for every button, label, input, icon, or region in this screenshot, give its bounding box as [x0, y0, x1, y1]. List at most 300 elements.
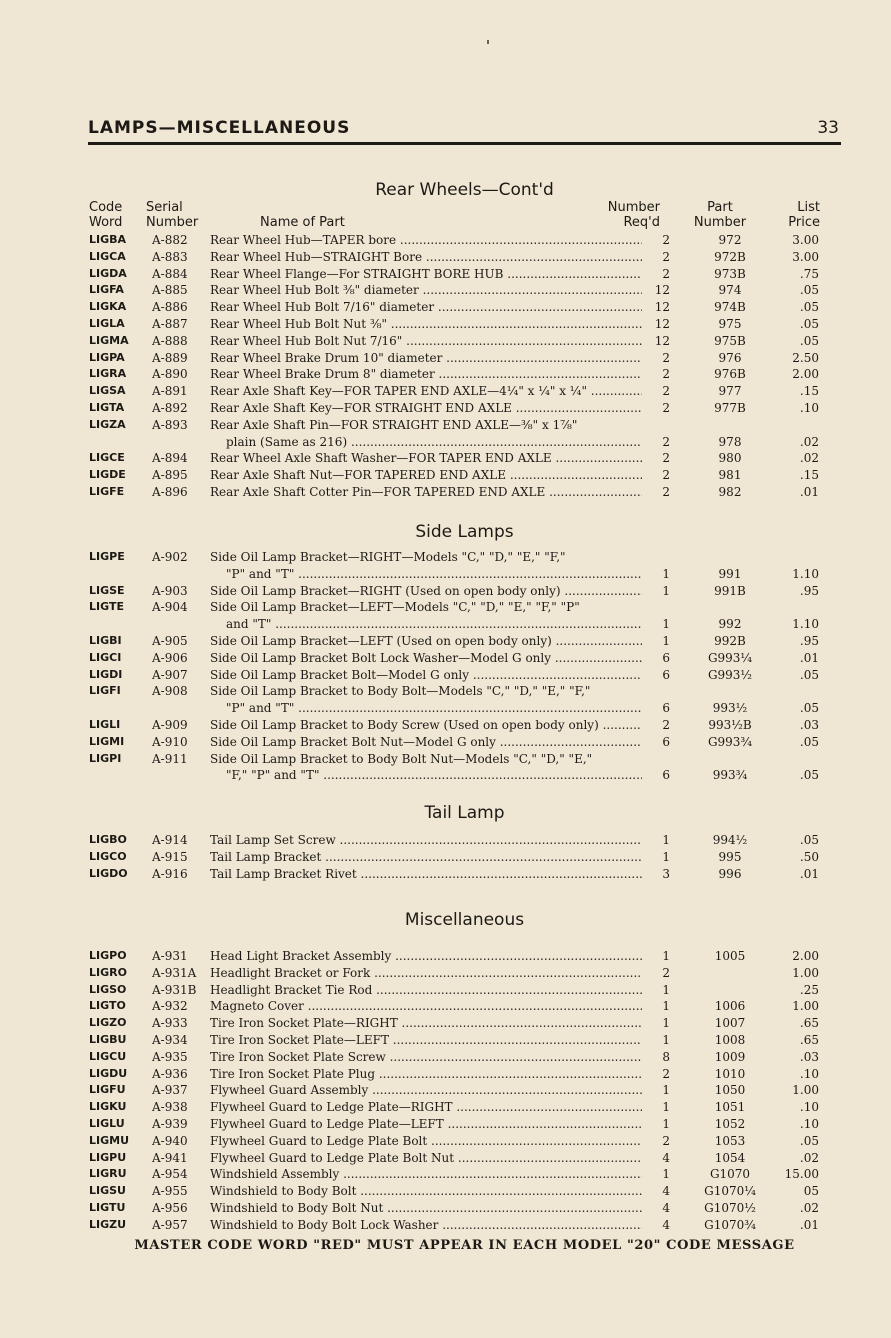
quantity-required: 1	[662, 1083, 670, 1098]
quantity-required: 1	[662, 833, 670, 847]
part-number: 1005	[714, 949, 746, 963]
column-header-serial: Serial Number	[146, 200, 199, 230]
quantity-required: 12	[654, 283, 670, 298]
table-row	[0, 549, 891, 583]
part-name: Side Oil Lamp Bracket—RIGHT—Models "C," "D," "E," "F," "P" and "T" .....	[210, 549, 642, 583]
part-name: Rear Axle Shaft Key—FOR TAPER END AXLE—4¼" x ¼" x ¼" .....	[210, 383, 642, 400]
serial-number: A-935	[152, 1049, 188, 1064]
serial-number: A-954	[152, 1167, 188, 1182]
table-row	[0, 350, 891, 367]
serial-number: A-907	[152, 667, 188, 682]
code-word: LIGFU	[89, 1083, 126, 1097]
part-name-continued: "P" and "T" .....	[210, 701, 642, 715]
code-word: LIGTA	[89, 400, 125, 414]
quantity-required: 4	[662, 1150, 670, 1165]
part-number: 1054	[714, 1150, 746, 1165]
list-price: .05	[799, 300, 819, 315]
quantity-required: 1	[662, 1100, 670, 1115]
serial-number: A-908	[152, 684, 188, 699]
table-row	[0, 599, 891, 633]
quantity-required: 6	[662, 650, 670, 665]
list-price: 1.00	[792, 965, 819, 980]
table-row	[0, 299, 891, 316]
part-name: Rear Axle Shaft Pin—FOR STRAIGHT END AXLE—⅜" x 1⅞" plain (Same as 216) .....	[210, 417, 642, 451]
page-title: LAMPS—MISCELLANEOUS	[88, 118, 351, 138]
part-name: Flywheel Guard to Ledge Plate—LEFT .....	[210, 1116, 642, 1133]
serial-number: A-894	[152, 451, 188, 466]
part-name: Rear Wheel Flange—For STRAIGHT BORE HUB .....	[210, 266, 642, 283]
code-word: LIGCE	[89, 451, 125, 465]
part-number: 977B	[714, 400, 746, 415]
quantity-required: 1	[662, 999, 670, 1014]
list-price: .05	[799, 316, 819, 331]
list-price: .65	[799, 1016, 819, 1031]
page-number: 33	[817, 118, 839, 138]
part-name: Tail Lamp Bracket Rivet .....	[210, 866, 642, 883]
quantity-required: 6	[662, 734, 670, 749]
code-word: LIGBA	[89, 233, 127, 246]
part-name-continued: "F," "P" and "T" .....	[210, 768, 642, 782]
part-number: 1051	[714, 1100, 746, 1115]
serial-number: A-956	[152, 1200, 188, 1215]
part-name: Windshield to Body Bolt .....	[210, 1183, 642, 1200]
quantity-required: 12	[654, 333, 670, 348]
code-word: LIGCI	[89, 650, 122, 664]
quantity-required: 1	[662, 633, 670, 648]
part-number: 976B	[714, 367, 746, 382]
part-name: Tire Iron Socket Plate Screw .....	[210, 1049, 642, 1066]
table-row	[0, 683, 891, 717]
code-word: LIGFI	[89, 684, 121, 698]
table-row	[0, 583, 891, 600]
serial-number: A-902	[152, 550, 188, 564]
column-header-part: Part Number	[693, 200, 747, 230]
table-row	[0, 1150, 891, 1167]
quantity-required: 2	[662, 367, 670, 382]
serial-number: A-891	[152, 384, 188, 399]
part-number: 993½B	[708, 717, 752, 732]
table-row	[0, 1066, 891, 1083]
list-price: 1.10	[792, 566, 819, 581]
list-price: .01	[799, 1217, 819, 1232]
section-title-tail-lamp: Tail Lamp	[424, 803, 505, 823]
part-number: 974	[718, 283, 742, 298]
serial-number: A-884	[152, 266, 188, 281]
part-name: Rear Wheel Hub Bolt ⅜" diameter .....	[210, 282, 642, 299]
code-word: LIGSE	[89, 583, 125, 597]
serial-number: A-886	[152, 300, 188, 315]
serial-number: A-893	[152, 417, 188, 432]
code-word: LIGPU	[89, 1150, 127, 1164]
table-row	[0, 650, 891, 667]
list-price: .95	[799, 633, 819, 648]
part-name: Side Oil Lamp Bracket to Body Bolt—Models "C," "D," "E," "F," "P" and "T" .....	[210, 683, 642, 717]
serial-number: A-890	[152, 367, 188, 382]
code-word: LIGTO	[89, 999, 126, 1013]
part-name: Flywheel Guard Assembly .....	[210, 1082, 642, 1099]
list-price: .02	[799, 434, 819, 449]
list-price: .15	[799, 468, 819, 483]
part-name: Headlight Bracket Tie Rod .....	[210, 982, 642, 999]
serial-number: A-888	[152, 333, 188, 348]
table-row	[0, 849, 891, 866]
serial-number: A-903	[152, 583, 188, 598]
part-number: 1008	[714, 1032, 746, 1047]
part-name: Tire Iron Socket Plate—LEFT .....	[210, 1032, 642, 1049]
part-number: G1070¼	[704, 1184, 756, 1199]
quantity-required: 2	[662, 400, 670, 415]
table-row	[0, 232, 891, 249]
table-row	[0, 1166, 891, 1183]
table-row	[0, 948, 891, 965]
code-word: LIGDU	[89, 1066, 128, 1080]
part-name: Magneto Cover .....	[210, 998, 642, 1015]
part-name: Side Oil Lamp Bracket—LEFT—Models "C," "D," "E," "F," "P" and "T" .....	[210, 599, 642, 633]
quantity-required: 1	[662, 982, 670, 997]
table-row	[0, 400, 891, 417]
part-name: Rear Wheel Hub Bolt 7/16" diameter .....	[210, 299, 642, 316]
serial-number: A-957	[152, 1217, 188, 1232]
part-number: 1009	[714, 1049, 746, 1064]
serial-number: A-915	[152, 849, 188, 864]
serial-number: A-889	[152, 350, 188, 365]
list-price: .10	[799, 1100, 819, 1115]
code-word: LIGFE	[89, 484, 125, 498]
part-name: Side Oil Lamp Bracket to Body Screw (Used on open body only) .....	[210, 717, 642, 734]
part-name: Side Oil Lamp Bracket—LEFT (Used on open body only) .....	[210, 633, 642, 650]
section-rows-tail-lamp	[0, 832, 891, 882]
section-title-side-lamps: Side Lamps	[415, 522, 514, 542]
table-row	[0, 1082, 891, 1099]
serial-number: A-931A	[152, 965, 197, 980]
code-word: LIGZU	[89, 1217, 127, 1231]
list-price: 3.00	[792, 249, 819, 264]
table-row	[0, 484, 891, 501]
code-word: LIGPO	[89, 949, 127, 962]
code-word: LIGPI	[89, 751, 122, 765]
part-number: 978	[718, 434, 742, 449]
list-price: .05	[799, 833, 819, 847]
quantity-required: 2	[662, 1133, 670, 1148]
part-name: Rear Wheel Brake Drum 10" diameter .....	[210, 350, 642, 367]
list-price: 1.00	[792, 1083, 819, 1098]
quantity-required: 1	[662, 583, 670, 598]
section-title-miscellaneous: Miscellaneous	[404, 910, 525, 930]
part-number: 982	[718, 484, 742, 499]
serial-number: A-909	[152, 717, 188, 732]
table-row	[0, 734, 891, 751]
code-word: LIGZA	[89, 417, 126, 431]
code-word: LIGLI	[89, 717, 121, 731]
code-word: LIGMA	[89, 333, 129, 347]
part-number: 995	[718, 849, 742, 864]
code-word: LIGFA	[89, 283, 124, 297]
quantity-required: 12	[654, 316, 670, 331]
code-word: LIGMI	[89, 734, 125, 748]
list-price: .05	[799, 701, 819, 716]
part-name: Rear Wheel Hub Bolt Nut ⅜" .....	[210, 316, 642, 333]
part-number: 993½	[712, 701, 748, 716]
code-word: LIGRO	[89, 965, 127, 979]
part-name: Rear Axle Shaft Key—FOR STRAIGHT END AXLE .....	[210, 400, 642, 417]
code-word: LIGCO	[89, 849, 127, 863]
column-header-req: Number Req'd	[607, 200, 660, 230]
section-title-rear-wheels: Rear Wheels—Cont'd	[375, 180, 554, 200]
quantity-required: 6	[662, 667, 670, 682]
serial-number: A-931	[152, 949, 188, 963]
list-price: .75	[799, 266, 819, 281]
list-price: 2.50	[792, 350, 819, 365]
serial-number: A-914	[152, 833, 188, 847]
part-number: 973B	[714, 266, 746, 281]
part-name: Side Oil Lamp Bracket to Body Bolt Nut—Models "C," "D," "E," "F," "P" and "T" .....	[210, 751, 642, 785]
quantity-required: 1	[662, 1167, 670, 1182]
column-header-price: List Price	[788, 200, 820, 230]
part-number: 1053	[714, 1133, 746, 1148]
part-number: 975	[718, 316, 742, 331]
quantity-required: 1	[662, 1032, 670, 1047]
table-row	[0, 1099, 891, 1116]
quantity-required: 3	[662, 866, 670, 881]
part-name: Tire Iron Socket Plate Plug .....	[210, 1066, 642, 1083]
part-name: Rear Wheel Brake Drum 8" diameter .....	[210, 366, 642, 383]
list-price: .10	[799, 1116, 819, 1131]
table-row	[0, 1133, 891, 1150]
list-price: .25	[799, 982, 819, 997]
list-price: 2.00	[792, 367, 819, 382]
part-name: Flywheel Guard to Ledge Plate Bolt .....	[210, 1133, 642, 1150]
quantity-required: 1	[662, 566, 670, 581]
table-row	[0, 1183, 891, 1200]
list-price: 3.00	[792, 233, 819, 247]
table-row	[0, 417, 891, 451]
page-header	[88, 116, 841, 145]
part-name: Tire Iron Socket Plate—RIGHT .....	[210, 1015, 642, 1032]
list-price: .05	[799, 667, 819, 682]
part-number: G1070¾	[704, 1217, 756, 1232]
list-price: .01	[799, 484, 819, 499]
list-price: 2.00	[792, 949, 819, 963]
part-name: Rear Wheel Hub—STRAIGHT Bore .....	[210, 249, 642, 266]
list-price: .02	[799, 451, 819, 466]
part-number: 996	[718, 866, 742, 881]
code-word: LIGSU	[89, 1184, 126, 1198]
table-row	[0, 633, 891, 650]
table-row	[0, 450, 891, 467]
table-row	[0, 1217, 891, 1234]
table-row	[0, 266, 891, 283]
quantity-required: 2	[662, 484, 670, 499]
code-word: LIGMU	[89, 1133, 130, 1147]
part-number: G993¾	[707, 734, 753, 749]
part-name: Side Oil Lamp Bracket—RIGHT (Used on open body only) .....	[210, 583, 642, 600]
list-price: .01	[799, 650, 819, 665]
list-price: .05	[799, 333, 819, 348]
list-price: .05	[799, 283, 819, 298]
part-number: 1050	[714, 1083, 746, 1098]
serial-number: A-932	[152, 999, 188, 1014]
table-row	[0, 751, 891, 785]
table-row	[0, 1116, 891, 1133]
footer-notice: MASTER CODE WORD "RED" MUST APPEAR IN EACH MODEL "20" CODE MESSAGE	[134, 1238, 795, 1253]
table-row	[0, 366, 891, 383]
quantity-required: 6	[662, 701, 670, 716]
quantity-required: 4	[662, 1200, 670, 1215]
code-word: LIGTE	[89, 600, 124, 614]
list-price: .01	[799, 866, 819, 881]
part-number: G1070½	[704, 1200, 756, 1215]
part-number: 972B	[714, 249, 746, 264]
part-number: 972	[718, 233, 742, 247]
code-word: LIGCU	[89, 1049, 127, 1063]
serial-number: A-887	[152, 316, 188, 331]
list-price: .95	[799, 583, 819, 598]
part-number: 1052	[714, 1116, 746, 1131]
part-number: 974B	[714, 300, 746, 315]
serial-number: A-885	[152, 283, 188, 298]
part-name: Rear Wheel Hub Bolt Nut 7/16" .....	[210, 333, 642, 350]
quantity-required: 2	[662, 249, 670, 264]
table-row	[0, 249, 891, 266]
part-name: Rear Wheel Axle Shaft Washer—FOR TAPER END AXLE .....	[210, 450, 642, 467]
code-word: LIGBU	[89, 1032, 127, 1046]
table-row	[0, 1015, 891, 1032]
quantity-required: 8	[662, 1049, 670, 1064]
section-rows-side-lamps	[0, 549, 891, 784]
list-price: .03	[799, 1049, 819, 1064]
quantity-required: 2	[662, 451, 670, 466]
quantity-required: 1	[662, 617, 670, 632]
part-number: G1070	[709, 1167, 751, 1182]
code-word: LIGRU	[89, 1167, 127, 1181]
serial-number: A-933	[152, 1016, 188, 1031]
serial-number: A-906	[152, 650, 188, 665]
list-price: .05	[799, 768, 819, 783]
list-price: .15	[799, 384, 819, 399]
code-word: LIGLA	[89, 316, 125, 330]
quantity-required: 4	[662, 1217, 670, 1232]
list-price: .05	[799, 1133, 819, 1148]
code-word: LIGSO	[89, 982, 127, 996]
serial-number: A-936	[152, 1066, 188, 1081]
part-name: Rear Wheel Hub—TAPER bore .....	[210, 232, 642, 249]
part-number: 981	[718, 468, 742, 483]
serial-number: A-955	[152, 1184, 188, 1199]
part-number: 993¾	[712, 768, 748, 783]
part-number: 994½	[712, 833, 748, 847]
list-price: .02	[799, 1150, 819, 1165]
part-name-continued: plain (Same as 216) .....	[210, 435, 642, 449]
list-price: .02	[799, 1200, 819, 1215]
part-name: Rear Axle Shaft Nut—FOR TAPERED END AXLE .....	[210, 467, 642, 484]
list-price: .50	[799, 849, 819, 864]
part-number: 977	[718, 384, 742, 399]
table-row	[0, 866, 891, 883]
table-row	[0, 333, 891, 350]
part-name: Rear Axle Shaft Cotter Pin—FOR TAPERED END AXLE .....	[210, 484, 642, 501]
code-word: LIGDA	[89, 266, 127, 280]
part-name: Flywheel Guard to Ledge Plate Bolt Nut .....	[210, 1150, 642, 1167]
quantity-required: 1	[662, 1116, 670, 1131]
part-number: G993½	[707, 667, 753, 682]
quantity-required: 2	[662, 266, 670, 281]
table-row	[0, 832, 891, 849]
list-price: .10	[799, 1066, 819, 1081]
part-number: 976	[718, 350, 742, 365]
serial-number: A-910	[152, 734, 188, 749]
table-row	[0, 316, 891, 333]
part-number: 991B	[714, 583, 746, 598]
code-word: LIGTU	[89, 1200, 126, 1214]
quantity-required: 4	[662, 1184, 670, 1199]
list-price: .05	[799, 734, 819, 749]
serial-number: A-904	[152, 600, 188, 615]
code-word: LIGCA	[89, 249, 126, 263]
part-name: Head Light Bracket Assembly .....	[210, 948, 642, 965]
quantity-required: 1	[662, 949, 670, 963]
serial-number: A-931B	[152, 982, 197, 997]
part-number: 1006	[714, 999, 746, 1014]
table-row	[0, 1032, 891, 1049]
code-word: LIGBO	[89, 833, 127, 846]
table-row	[0, 667, 891, 684]
table-row	[0, 717, 891, 734]
quantity-required: 12	[654, 300, 670, 315]
quantity-required: 2	[662, 468, 670, 483]
code-word: LIGZO	[89, 1016, 127, 1030]
list-price: .03	[799, 717, 819, 732]
code-word: LIGSA	[89, 384, 126, 398]
code-word: LIGKA	[89, 300, 127, 314]
serial-number: A-883	[152, 249, 188, 264]
quantity-required: 6	[662, 768, 670, 783]
quantity-required: 2	[662, 1066, 670, 1081]
code-word: LIGBI	[89, 633, 122, 647]
part-name: Headlight Bracket or Fork .....	[210, 965, 642, 982]
table-row	[0, 1049, 891, 1066]
table-row	[0, 1200, 891, 1217]
list-price: 15.00	[784, 1167, 819, 1182]
serial-number: A-896	[152, 484, 188, 499]
serial-number: A-892	[152, 400, 188, 415]
part-number: 975B	[714, 333, 746, 348]
table-row	[0, 282, 891, 299]
part-name: Side Oil Lamp Bracket Bolt—Model G only .....	[210, 667, 642, 684]
table-row	[0, 998, 891, 1015]
quantity-required: 1	[662, 849, 670, 864]
serial-number: A-938	[152, 1100, 188, 1115]
code-word: LIGRA	[89, 367, 127, 381]
part-name: Flywheel Guard to Ledge Plate—RIGHT .....	[210, 1099, 642, 1116]
table-row	[0, 383, 891, 400]
code-word: LIGDE	[89, 468, 126, 482]
quantity-required: 2	[662, 384, 670, 399]
part-name: Side Oil Lamp Bracket Bolt Lock Washer—Model G only .....	[210, 650, 642, 667]
part-name: Tail Lamp Bracket .....	[210, 849, 642, 866]
column-header-name: Name of Part	[260, 215, 345, 230]
quantity-required: 2	[662, 717, 670, 732]
part-number: 991	[718, 566, 742, 581]
quantity-required: 2	[662, 233, 670, 247]
part-name: Tail Lamp Set Screw .....	[210, 832, 642, 849]
code-word: LIGDI	[89, 667, 123, 681]
quantity-required: 1	[662, 1016, 670, 1031]
serial-number: A-905	[152, 633, 188, 648]
part-number: 1007	[714, 1016, 746, 1031]
serial-number: A-895	[152, 468, 188, 483]
table-row	[0, 965, 891, 982]
serial-number: A-939	[152, 1116, 188, 1131]
